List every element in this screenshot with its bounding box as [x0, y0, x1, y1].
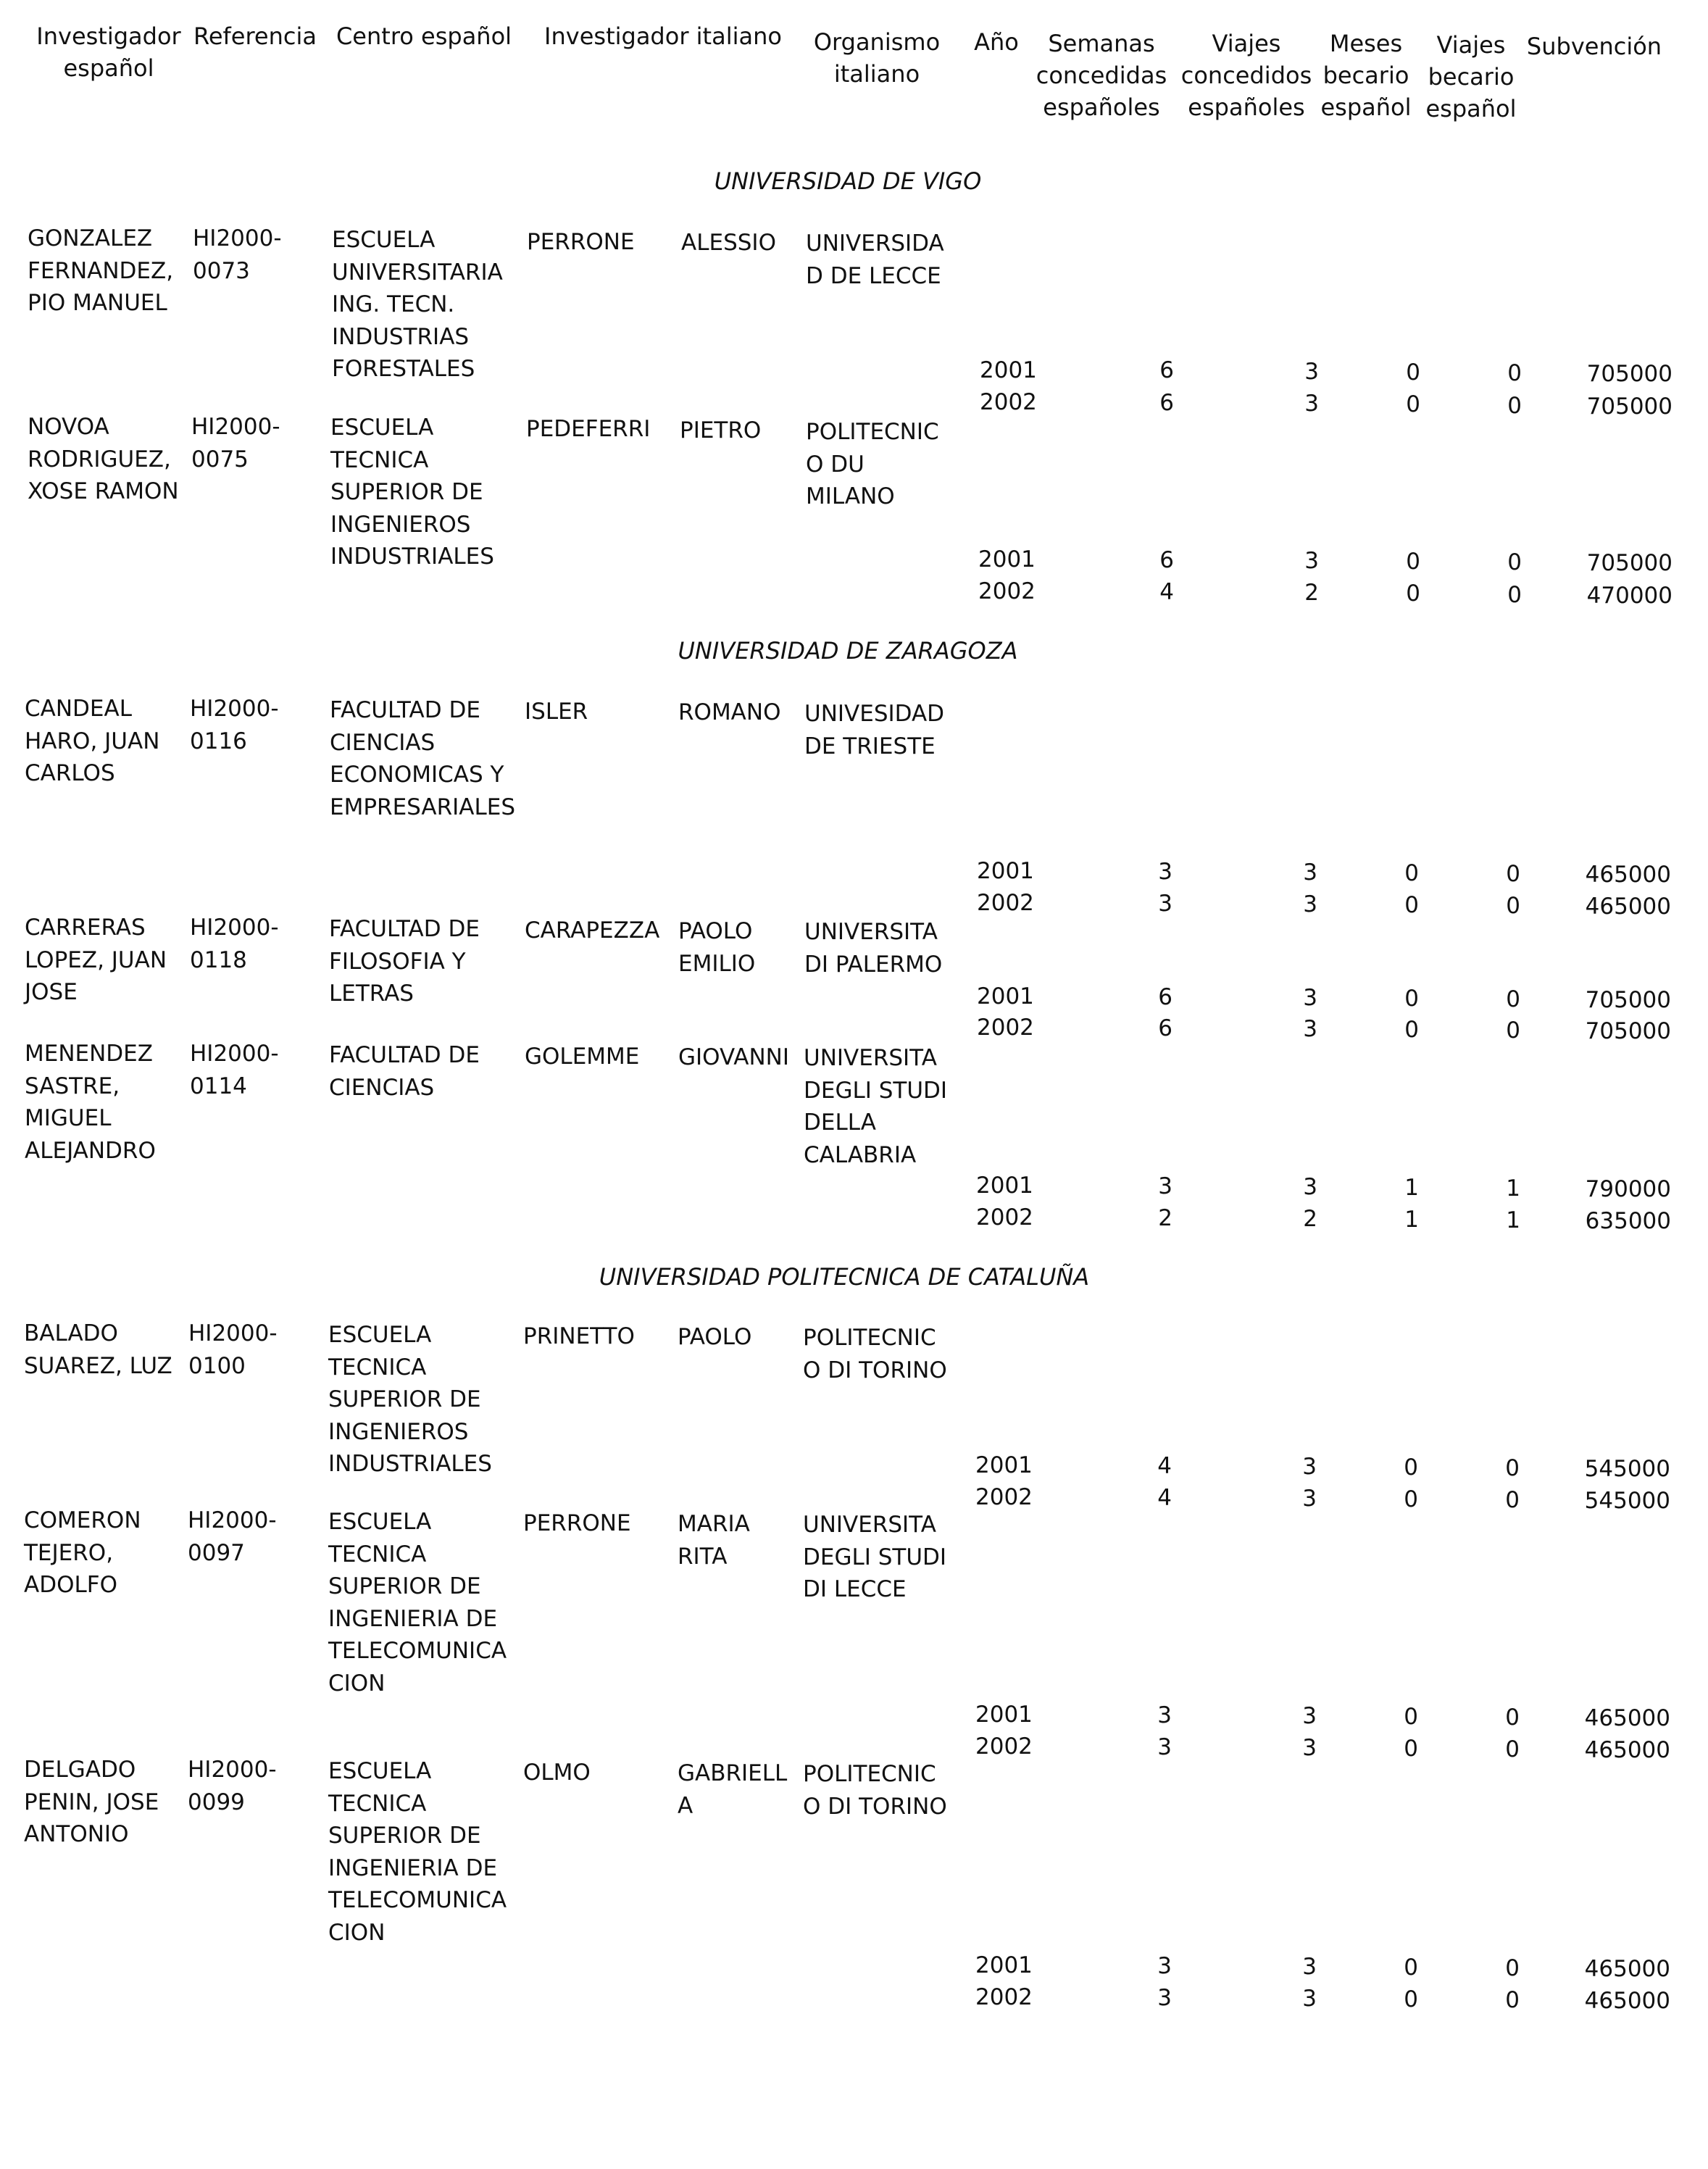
investigador-espanol: NOVOA RODRIGUEZ, XOSE RAMON	[28, 414, 179, 504]
viajes-becario: 0	[1506, 1017, 1520, 1044]
header-referencia: Referencia	[193, 22, 317, 50]
nombre-italiano: PAOLO	[678, 1324, 752, 1350]
semanas: 6	[1158, 984, 1172, 1010]
viajes-concedidos: 3	[1302, 1703, 1317, 1729]
header-investigador-espanol: Investigador español	[36, 22, 181, 82]
meses-becario: 0	[1404, 860, 1419, 886]
nombre-italiano: GIOVANNI	[678, 1044, 789, 1070]
semanas: 6	[1159, 357, 1174, 383]
semanas: 6	[1158, 1015, 1172, 1041]
viajes-becario: 0	[1505, 1955, 1520, 1981]
meses-becario: 0	[1406, 359, 1420, 386]
subvencion: 705000	[1586, 550, 1672, 576]
meses-becario: 0	[1404, 1986, 1418, 2012]
viajes-concedidos: 3	[1304, 548, 1319, 574]
viajes-becario: 0	[1506, 861, 1520, 887]
referencia: HI2000- 0099	[188, 1757, 277, 1815]
organismo-italiano: POLITECNIC O DI TORINO	[803, 1761, 947, 1820]
header-viajes-concedidos: Viajes concedidos españoles	[1180, 30, 1312, 121]
viajes-becario: 1	[1506, 1207, 1520, 1233]
semanas: 3	[1158, 1173, 1172, 1199]
anio: 2001	[977, 983, 1034, 1009]
subvencion: 465000	[1585, 862, 1671, 888]
semanas: 3	[1158, 891, 1172, 917]
meses-becario: 0	[1404, 1486, 1418, 1512]
anio: 2002	[975, 1484, 1033, 1510]
apellido-italiano: CARAPEZZA	[525, 917, 660, 944]
viajes-becario: 0	[1507, 360, 1522, 386]
viajes-concedidos: 3	[1304, 391, 1319, 417]
meses-becario: 0	[1404, 1954, 1418, 1981]
viajes-concedidos: 3	[1303, 1016, 1317, 1042]
viajes-concedidos: 3	[1302, 1486, 1317, 1512]
organismo-italiano: UNIVERSITA DI PALERMO	[804, 919, 943, 978]
semanas: 3	[1158, 859, 1172, 885]
anio: 2002	[977, 1015, 1034, 1041]
apellido-italiano: PRINETTO	[523, 1323, 635, 1349]
centro-espanol: ESCUELA TECNICA SUPERIOR DE INGENIEROS INDUSTRIALES	[330, 415, 494, 570]
viajes-concedidos: 3	[1302, 1954, 1317, 1980]
anio: 2002	[980, 389, 1037, 415]
viajes-becario: 0	[1505, 1987, 1520, 2013]
subvencion: 465000	[1584, 1737, 1670, 1763]
university-heading: UNIVERSIDAD POLITECNICA DE CATALUÑA	[599, 1263, 1090, 1291]
nombre-italiano: GABRIELL A	[678, 1760, 788, 1819]
subvencion: 705000	[1585, 1018, 1671, 1044]
subvencion: 705000	[1586, 394, 1672, 420]
semanas: 2	[1158, 1205, 1172, 1231]
nombre-italiano: ALESSIO	[681, 230, 776, 256]
centro-espanol: FACULTAD DE CIENCIAS ECONOMICAS Y EMPRESARIALES	[330, 697, 516, 820]
subvencion: 465000	[1584, 1988, 1670, 2014]
subvencion: 545000	[1584, 1456, 1670, 1482]
viajes-concedidos: 3	[1302, 1454, 1317, 1480]
subvencion: 465000	[1584, 1956, 1670, 1982]
anio: 2002	[977, 890, 1034, 916]
anio: 2001	[977, 858, 1034, 884]
apellido-italiano: PERRONE	[523, 1510, 631, 1536]
subvencion: 470000	[1586, 583, 1672, 609]
viajes-becario: 0	[1505, 1704, 1520, 1731]
apellido-italiano: PERRONE	[527, 229, 635, 255]
meses-becario: 0	[1406, 391, 1420, 417]
meses-becario: 0	[1404, 1017, 1419, 1043]
semanas: 3	[1157, 1734, 1172, 1760]
viajes-becario: 1	[1506, 1175, 1520, 1202]
organismo-italiano: UNIVERSITA DEGLI STUDI DELLA CALABRIA	[804, 1045, 948, 1168]
header-anio: Año	[974, 28, 1019, 56]
organismo-italiano: UNIVERSIDA D DE LECCE	[806, 230, 944, 289]
viajes-becario: 0	[1507, 549, 1522, 575]
centro-espanol: FACULTAD DE FILOSOFIA Y LETRAS	[329, 916, 480, 1007]
anio: 2002	[978, 578, 1036, 604]
viajes-concedidos: 3	[1303, 985, 1317, 1011]
meses-becario: 0	[1404, 1736, 1418, 1762]
referencia: HI2000- 0075	[191, 414, 280, 472]
viajes-concedidos: 3	[1302, 1735, 1317, 1761]
meses-becario: 1	[1404, 1175, 1419, 1201]
referencia: HI2000- 0118	[190, 915, 279, 973]
organismo-italiano: UNIVESIDAD DE TRIESTE	[804, 701, 945, 759]
referencia: HI2000- 0100	[188, 1320, 278, 1379]
anio: 2001	[976, 1173, 1033, 1199]
investigador-espanol: CARRERAS LOPEZ, JUAN JOSE	[25, 915, 167, 1005]
header-semanas: Semanas concedidas españoles	[1036, 30, 1167, 121]
viajes-becario: 0	[1505, 1487, 1520, 1513]
nombre-italiano: ROMANO	[678, 699, 781, 725]
meses-becario: 0	[1404, 892, 1419, 918]
organismo-italiano: POLITECNIC O DI TORINO	[803, 1325, 947, 1383]
anio: 2002	[975, 1733, 1033, 1760]
semanas: 3	[1157, 1953, 1172, 1979]
centro-espanol: ESCUELA UNIVERSITARIA ING. TECN. INDUSTRIAS FORESTALES	[332, 227, 503, 382]
subvencion: 705000	[1585, 987, 1671, 1013]
organismo-italiano: UNIVERSITA DEGLI STUDI DI LECCE	[803, 1512, 947, 1602]
centro-espanol: FACULTAD DE CIENCIAS	[329, 1042, 480, 1101]
viajes-concedidos: 3	[1302, 1986, 1317, 2012]
anio: 2001	[980, 357, 1037, 383]
viajes-concedidos: 3	[1303, 891, 1317, 917]
organismo-italiano: POLITECNIC O DU MILANO	[806, 419, 939, 509]
referencia: HI2000- 0114	[190, 1041, 279, 1099]
semanas: 4	[1159, 579, 1174, 605]
meses-becario: 0	[1404, 986, 1419, 1012]
investigador-espanol: BALADO SUAREZ, LUZ	[24, 1320, 172, 1379]
header-viajes-becario: Viajes becario español	[1425, 31, 1517, 122]
investigador-espanol: MENENDEZ SASTRE, MIGUEL ALEJANDRO	[25, 1041, 156, 1164]
subvencion: 465000	[1584, 1705, 1670, 1731]
subvencion: 635000	[1585, 1208, 1671, 1234]
semanas: 6	[1159, 390, 1174, 416]
subvencion: 705000	[1586, 361, 1672, 387]
apellido-italiano: PEDEFERRI	[526, 416, 651, 442]
viajes-becario: 0	[1505, 1736, 1520, 1762]
apellido-italiano: ISLER	[525, 699, 588, 725]
meses-becario: 0	[1404, 1454, 1418, 1481]
anio: 2002	[975, 1984, 1033, 2010]
header-investigador-italiano: Investigador italiano	[544, 22, 782, 50]
university-heading: UNIVERSIDAD DE ZARAGOZA	[678, 637, 1018, 665]
university-heading: UNIVERSIDAD DE VIGO	[714, 167, 982, 195]
anio: 2001	[975, 1452, 1033, 1478]
anio: 2001	[975, 1952, 1033, 1978]
meses-becario: 1	[1404, 1207, 1419, 1233]
nombre-italiano: PAOLO EMILIO	[678, 918, 756, 977]
viajes-becario: 0	[1506, 986, 1520, 1012]
viajes-becario: 0	[1507, 582, 1522, 608]
centro-espanol: ESCUELA TECNICA SUPERIOR DE INGENIERIA DE TELECOMUNICA CION	[328, 1509, 507, 1697]
viajes-concedidos: 2	[1304, 580, 1319, 606]
anio: 2001	[978, 546, 1036, 573]
meses-becario: 0	[1406, 549, 1420, 575]
header-centro-espanol: Centro español	[336, 22, 512, 50]
viajes-concedidos: 3	[1304, 359, 1319, 385]
header-subvencion: Subvención	[1526, 33, 1662, 60]
subvencion: 790000	[1585, 1176, 1671, 1202]
viajes-becario: 0	[1505, 1455, 1520, 1481]
semanas: 4	[1157, 1485, 1172, 1511]
anio: 2001	[975, 1702, 1033, 1728]
header-organismo-italiano: Organismo italiano	[813, 28, 941, 88]
viajes-becario: 0	[1507, 393, 1522, 419]
subvencion: 545000	[1584, 1488, 1670, 1514]
referencia: HI2000- 0116	[190, 696, 279, 754]
semanas: 3	[1157, 1702, 1172, 1728]
nombre-italiano: MARIA RITA	[678, 1511, 750, 1570]
centro-espanol: ESCUELA TECNICA SUPERIOR DE INGENIERIA DE TELECOMUNICA CION	[328, 1758, 507, 1946]
semanas: 3	[1157, 1985, 1172, 2011]
apellido-italiano: GOLEMME	[525, 1044, 640, 1070]
semanas: 6	[1159, 547, 1174, 573]
referencia: HI2000- 0073	[193, 225, 282, 284]
investigador-espanol: CANDEAL HARO, JUAN CARLOS	[25, 696, 160, 786]
anio: 2002	[976, 1204, 1033, 1231]
viajes-concedidos: 3	[1303, 1174, 1317, 1200]
subvencion: 465000	[1585, 894, 1671, 920]
investigador-espanol: COMERON TEJERO, ADOLFO	[24, 1507, 141, 1598]
referencia: HI2000- 0097	[188, 1507, 277, 1566]
meses-becario: 0	[1406, 580, 1420, 607]
semanas: 4	[1157, 1453, 1172, 1479]
nombre-italiano: PIETRO	[680, 417, 762, 444]
viajes-concedidos: 2	[1303, 1206, 1317, 1232]
investigador-espanol: GONZALEZ FERNANDEZ, PIO MANUEL	[28, 225, 174, 316]
investigador-espanol: DELGADO PENIN, JOSE ANTONIO	[24, 1757, 159, 1847]
header-meses-becario: Meses becario español	[1320, 30, 1412, 121]
viajes-becario: 0	[1506, 893, 1520, 919]
apellido-italiano: OLMO	[523, 1760, 591, 1786]
meses-becario: 0	[1404, 1704, 1418, 1730]
viajes-concedidos: 3	[1303, 859, 1317, 886]
centro-espanol: ESCUELA TECNICA SUPERIOR DE INGENIEROS INDUSTRIALES	[328, 1322, 492, 1477]
